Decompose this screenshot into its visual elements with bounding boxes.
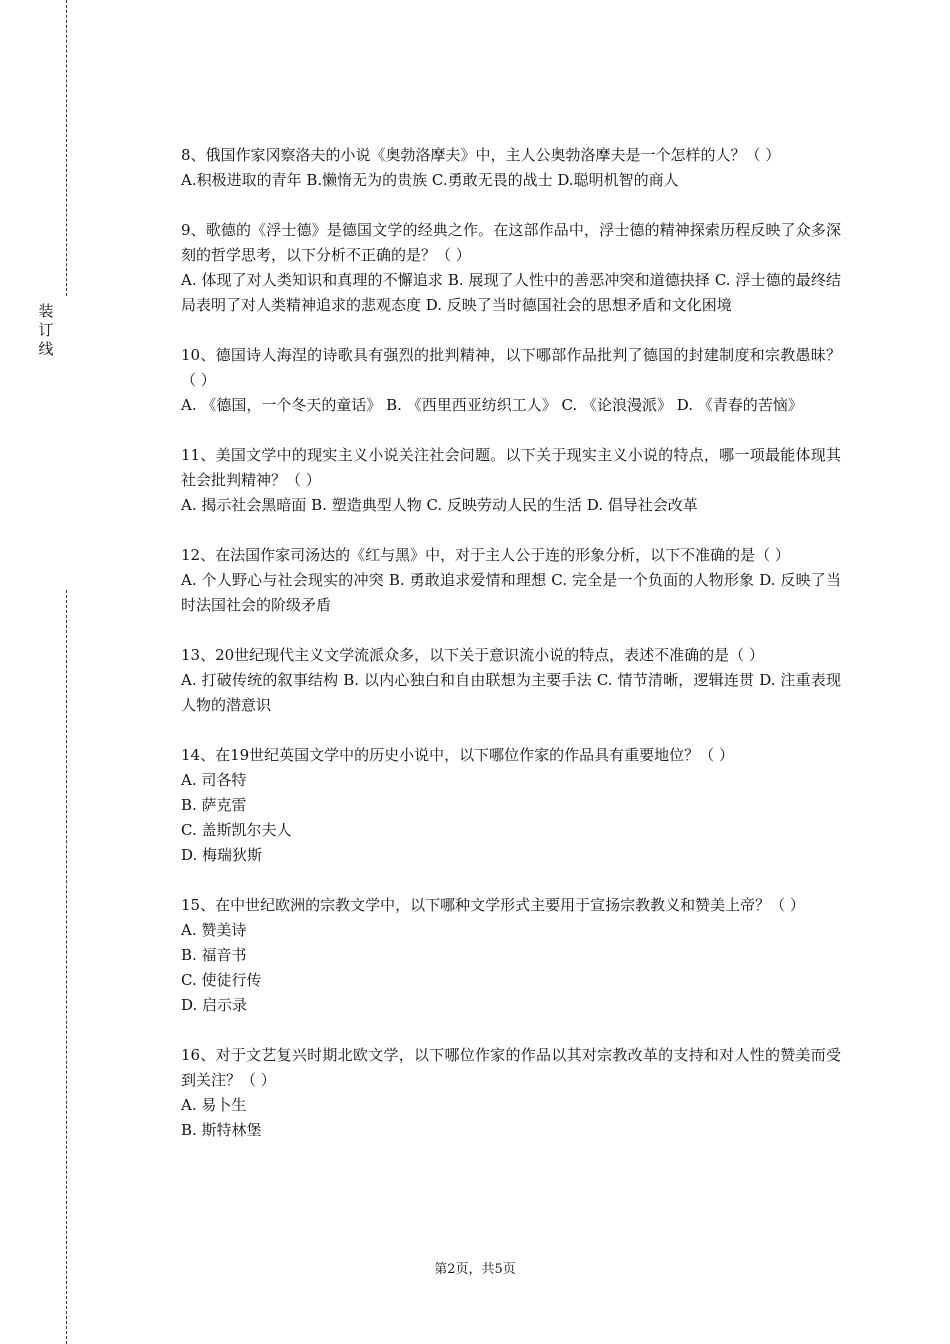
question-option: A. 易卜生: [181, 1096, 247, 1114]
question-option: C. 盖斯凯尔夫人: [181, 821, 292, 839]
question-stem: 12、在法国作家司汤达的《红与黑》中，对于主人公于连的形象分析，以下不准确的是（ ）: [181, 546, 790, 564]
question-stem: 9、歌德的《浮士德》是德国文学的经典之作。在这部作品中，浮士德的精神探索历程反映了众多深刻的哲学思考，以下分析不正确的是？（ ）: [181, 221, 841, 264]
question-option: A. 赞美诗: [181, 921, 247, 939]
question-option: B. 斯特林堡: [181, 1121, 262, 1139]
question-options: A. 体现了对人类知识和真理的不懈追求 B. 展现了人性中的善恶冲突和道德抉择 C. 浮士德的最终结局表明了对人类精神追求的悲观态度 D. 反映了当时德国社会的思想矛盾和文化困境: [181, 271, 841, 314]
question-list: [181, 143, 841, 1168]
binding-label: [36, 302, 56, 359]
question-stem: 10、德国诗人海涅的诗歌具有强烈的批判精神，以下哪部作品批判了德国的封建制度和宗教愚昧？（ ）: [181, 346, 841, 389]
question-10: [181, 343, 841, 418]
question-9: [181, 218, 841, 318]
question-13: [181, 643, 841, 718]
question-option: D. 启示录: [181, 996, 248, 1014]
question-option: B. 福音书: [181, 946, 247, 964]
question-8: [181, 143, 841, 193]
question-option: B. 萨克雷: [181, 796, 247, 814]
question-stem: 13、20世纪现代主义文学流派众多，以下关于意识流小说的特点，表述不准确的是（ ）: [181, 646, 764, 664]
question-14: [181, 743, 841, 868]
question-options: A. 个人野心与社会现实的冲突 B. 勇敢追求爱情和理想 C. 完全是一个负面的人物形象 D. 反映了当时法国社会的阶级矛盾: [181, 571, 841, 614]
question-16: [181, 1043, 841, 1143]
question-stem: 8、俄国作家冈察洛夫的小说《奥勃洛摩夫》中，主人公奥勃洛摩夫是一个怎样的人？（ ）: [181, 146, 781, 164]
question-stem: 14、在19世纪英国文学中的历史小说中，以下哪位作家的作品具有重要地位？（ ）: [181, 746, 734, 764]
question-options: A. 《德国，一个冬天的童话》 B. 《西里西亚纺织工人》 C. 《论浪漫派》 D. 《青春的苦恼》: [181, 396, 803, 414]
binding-line-bottom: [66, 590, 67, 1344]
page-footer: 第2页，共5页: [434, 1262, 516, 1277]
binding-char: 装: [38, 302, 54, 320]
question-options: A. 打破传统的叙事结构 B. 以内心独白和自由联想为主要手法 C. 情节清晰，逻辑连贯 D. 注重表现人物的潜意识: [181, 671, 841, 714]
binding-line-top: [66, 0, 67, 296]
question-option: C. 使徒行传: [181, 971, 262, 989]
binding-char: 订: [38, 321, 54, 339]
question-options: A.积极进取的青年 B.懒惰无为的贵族 C.勇敢无畏的战士 D.聪明机智的商人: [181, 171, 679, 189]
question-stem: 11、美国文学中的现实主义小说关注社会问题。以下关于现实主义小说的特点，哪一项最能体现其社会批判精神？（ ）: [181, 446, 841, 489]
question-15: [181, 893, 841, 1018]
question-option: A. 司各特: [181, 771, 247, 789]
question-option: D. 梅瑞狄斯: [181, 846, 263, 864]
question-stem: 15、在中世纪欧洲的宗教文学中，以下哪种文学形式主要用于宣扬宗教教义和赞美上帝？（ ）: [181, 896, 805, 914]
question-11: [181, 443, 841, 518]
question-options: A. 揭示社会黑暗面 B. 塑造典型人物 C. 反映劳动人民的生活 D. 倡导社会改革: [181, 496, 698, 514]
question-12: [181, 543, 841, 618]
question-stem: 16、对于文艺复兴时期北欧文学，以下哪位作家的作品以其对宗教改革的支持和对人性的赞美而受到关注？（ ）: [181, 1046, 841, 1089]
binding-char: 线: [38, 340, 54, 358]
